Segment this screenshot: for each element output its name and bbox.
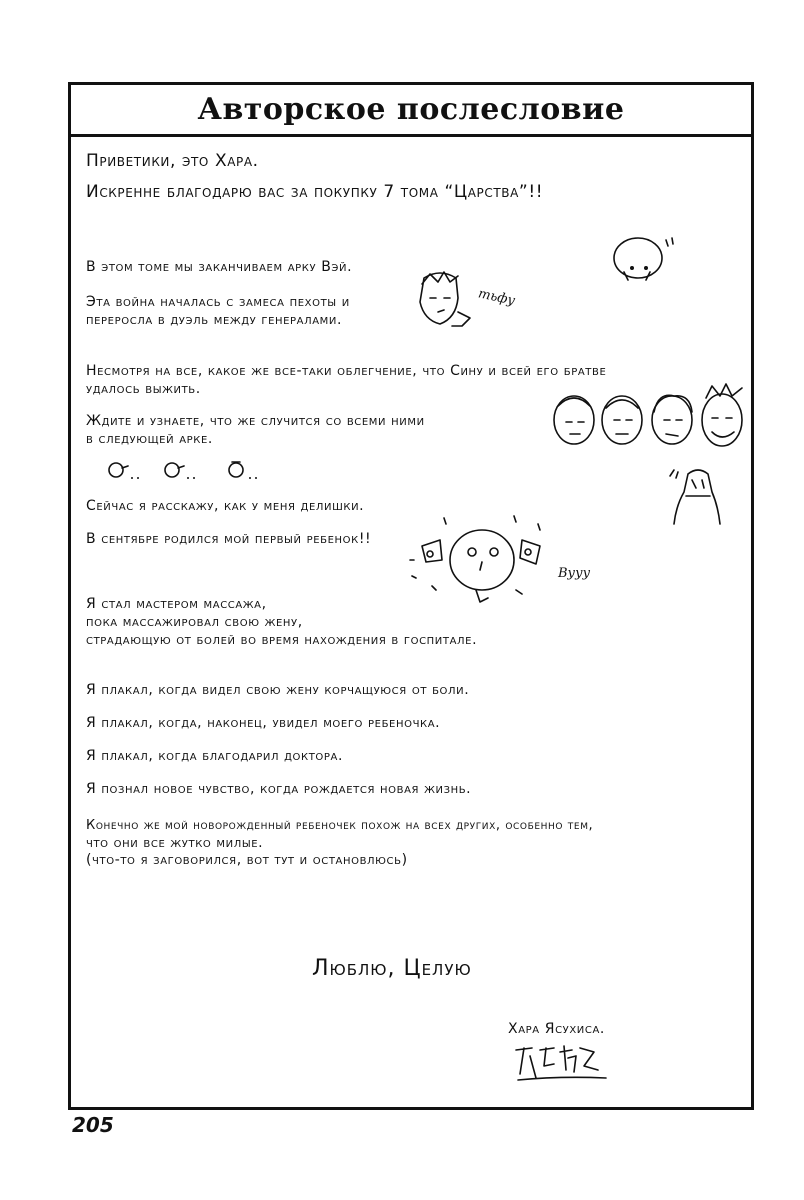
page-title: Авторское послесловие xyxy=(197,92,625,127)
cry-line-2: Я плакал, когда, наконец, увидел моего ребеночка. xyxy=(86,715,441,731)
title-bar xyxy=(71,85,751,137)
sfx-spit: тьфу xyxy=(476,286,517,309)
para-arc-end: В этом томе мы заканчиваем арку Вэй. xyxy=(86,259,353,275)
sfx-cry: Вууу xyxy=(558,566,591,581)
cry-line-3: Я плакал, когда благодарил доктора. xyxy=(86,748,343,764)
para-next-arc-line-2: в следующей арке. xyxy=(86,431,213,447)
spitting-character-icon xyxy=(404,268,484,338)
para-cute-line-2: что они все жутко милые. xyxy=(86,835,264,851)
character-group-icon xyxy=(550,382,750,454)
para-massage-line-2: пока массажировал свою жену, xyxy=(86,614,303,630)
para-cute-line-1: Конечно же мой новорожденный ребеночек похож на всех других, особенно тем, xyxy=(86,818,594,833)
para-relief-line-2: удалось выжить. xyxy=(86,381,201,397)
para-war-line-1: Эта война началась с замеса пехоты и xyxy=(86,294,350,310)
round-face-icon xyxy=(606,232,682,282)
hooded-figure-icon xyxy=(668,466,726,526)
para-baby: В сентябре родился мой первый ребенок!! xyxy=(86,531,372,547)
para-cute-line-3: (что-то я заговорился, вот тут и остановлюсь) xyxy=(86,852,408,868)
para-relief-line-1: Несмотря на все, какое же все-таки облегчение, что Сину и всей его братве xyxy=(86,363,607,379)
para-massage-line-1: Я стал мастером массажа, xyxy=(86,596,267,612)
page-number: 205 xyxy=(72,1113,114,1137)
para-massage-line-3: страдающую от болей во время нахождения в госпитале. xyxy=(86,632,478,648)
para-next-arc-line-1: Ждите и узнаете, что же случится со всеми ними xyxy=(86,413,425,429)
signature-icon xyxy=(510,1036,620,1086)
intro-line-2: Искренне благодарю вас за покупку 7 тома “Царства”!! xyxy=(86,182,544,202)
birds-row-icon xyxy=(104,458,264,484)
author-name: Хара Ясухиса. xyxy=(508,1021,605,1037)
crying-character-icon xyxy=(404,512,554,612)
para-war-line-2: переросла в дуэль между генералами. xyxy=(86,312,343,328)
para-news: Сейчас я расскажу, как у меня делишки. xyxy=(86,498,365,514)
cry-line-4: Я познал новое чувство, когда рождается новая жизнь. xyxy=(86,781,472,797)
intro-line-1: Приветики, это Хара. xyxy=(86,151,259,171)
sign-off: Люблю, Целую xyxy=(312,956,472,981)
cry-line-1: Я плакал, когда видел свою жену корчащуюся от боли. xyxy=(86,682,470,698)
